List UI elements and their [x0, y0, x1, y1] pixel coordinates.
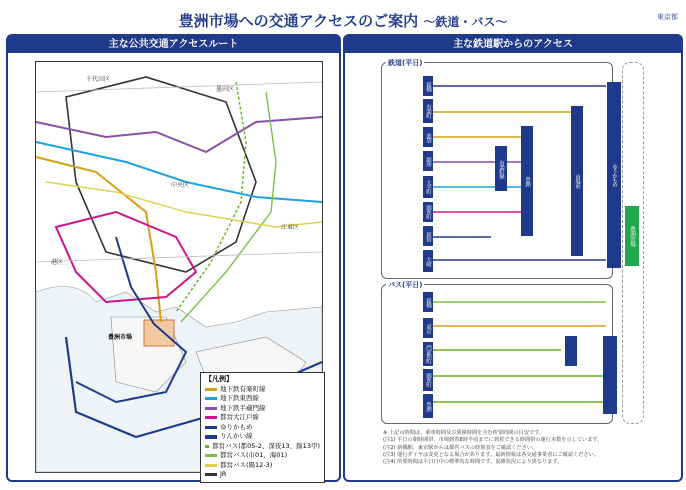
note-line: (注1) 平日の朝時間帯、市場到着8時半頃までに到着できる時間帯の運行本数を示しています。	[383, 437, 603, 444]
legend-item	[205, 404, 320, 414]
legend-swatch	[205, 473, 217, 476]
note-line: (注2) 新橋駅、東京駅からは都営バスの時刻表をご確認ください。	[383, 444, 538, 451]
district-sumida: 墨田区	[216, 86, 235, 93]
legend-item	[205, 470, 320, 480]
note-line: (注4) 所要時間は平日日中の標準的な時間です。混雑状況により異なります。	[383, 459, 563, 466]
rail-origin-o5: 大手町	[423, 176, 433, 198]
legend-item	[205, 451, 320, 461]
district-chiyoda: 千代田区	[86, 76, 111, 83]
legend-label: 都営大江戸線	[220, 413, 259, 421]
legend-item	[205, 423, 320, 433]
right-panel	[343, 34, 683, 482]
bus-origin-b4: 錦糸町	[423, 369, 433, 391]
rail-origin-o7: 新宿	[423, 226, 433, 246]
legend-label: 地下鉄東西線	[220, 394, 259, 402]
note-line: ※ 上記の時間は、乗車時間及び乗換時間を含む所要時間の目安です。	[383, 430, 545, 436]
map-legend	[200, 372, 325, 483]
rail-section-label: 鉄道(平日)	[388, 59, 423, 67]
map-market-label: 豊洲市場	[108, 334, 133, 341]
right-panel-heading: 主な鉄道駅からのアクセス	[345, 36, 681, 53]
left-panel-heading: 主な公共交通アクセスルート	[8, 36, 339, 53]
legend-swatch	[205, 416, 217, 419]
road-2	[36, 252, 322, 262]
bus-arrival-bar	[603, 336, 617, 414]
title-main: 豊洲市場への交通アクセスのご案内	[178, 12, 419, 30]
notes-block	[383, 430, 673, 466]
legend-item	[205, 385, 320, 395]
bus-route-2	[181, 92, 276, 322]
legend-label: りんかい線	[220, 432, 253, 440]
bus-section-label: バス(平日)	[388, 281, 423, 289]
district-koto: 江東区	[281, 224, 300, 231]
rail-origin-o1: 新橋	[423, 76, 433, 96]
legend-item	[205, 413, 320, 423]
legend-swatch	[205, 464, 217, 467]
legend-label: 地下鉄有楽町線	[220, 384, 266, 393]
district-chuo: 中央区	[171, 182, 190, 189]
rail-origin-o6: 錦糸町	[423, 202, 433, 222]
title-subtitle: ～鉄道・バス～	[423, 15, 508, 29]
rail-origin-o3: 池袋	[423, 127, 433, 147]
rail-transfer-bar3: 市場前	[571, 106, 583, 256]
left-panel	[6, 34, 341, 482]
legend-item	[205, 442, 320, 452]
legend-label: ゆりかもめ	[220, 422, 253, 431]
tokyo-logo: 東京都	[657, 13, 678, 21]
market-band-label: 豊洲市場	[625, 206, 639, 266]
rail-transfer-bar1: 有楽町線	[495, 146, 507, 191]
legend-label: 都営バス(陽12-3)	[220, 460, 273, 469]
rail-origin-o2: 有楽町	[423, 99, 433, 123]
hanzomon-line	[36, 117, 322, 152]
route-map	[35, 61, 323, 478]
bus-transfer-bar	[565, 336, 577, 366]
bus-origin-b1: 新橋	[423, 292, 433, 312]
bus-origin-b5: 豊洲	[423, 394, 433, 418]
bus-route-1	[176, 82, 246, 312]
legend-label: 地下鉄半蔵門線	[220, 403, 266, 412]
legend-title: 【凡例】	[205, 375, 233, 383]
legend-swatch	[205, 388, 217, 391]
legend-swatch	[205, 445, 209, 448]
note-line: (注3) 運行ダイヤは変更となる場合があります。最新情報は各交通事業者にご確認ください。	[383, 451, 599, 458]
legend-label: 都営バス(都05-2、深夜13、錦13甲)	[212, 441, 320, 450]
legend-label: 都営バス(市01、海01)	[220, 451, 288, 459]
rail-origin-o8: 大崎	[423, 250, 433, 272]
tozai-line	[36, 142, 322, 202]
legend-swatch	[205, 407, 217, 410]
legend-item	[205, 461, 320, 471]
market-site	[144, 320, 174, 346]
legend-item	[205, 432, 320, 442]
legend-label: JR	[220, 470, 227, 478]
bus-origin-b2: 東京	[423, 318, 433, 338]
road-1	[36, 82, 322, 92]
legend-swatch	[205, 397, 217, 400]
rail-main-bar: ゆりかもめ	[607, 82, 621, 268]
district-minato: 港区	[51, 259, 64, 266]
legend-swatch	[205, 426, 217, 429]
page-title	[0, 10, 686, 31]
rail-transfer-bar2: 豊洲	[521, 126, 533, 236]
legend-swatch	[205, 435, 217, 439]
rail-origin-o4: 銀座	[423, 151, 433, 171]
legend-item	[205, 394, 320, 404]
legend-swatch	[205, 454, 217, 457]
bus-origin-b3: 門前仲町	[423, 342, 433, 366]
